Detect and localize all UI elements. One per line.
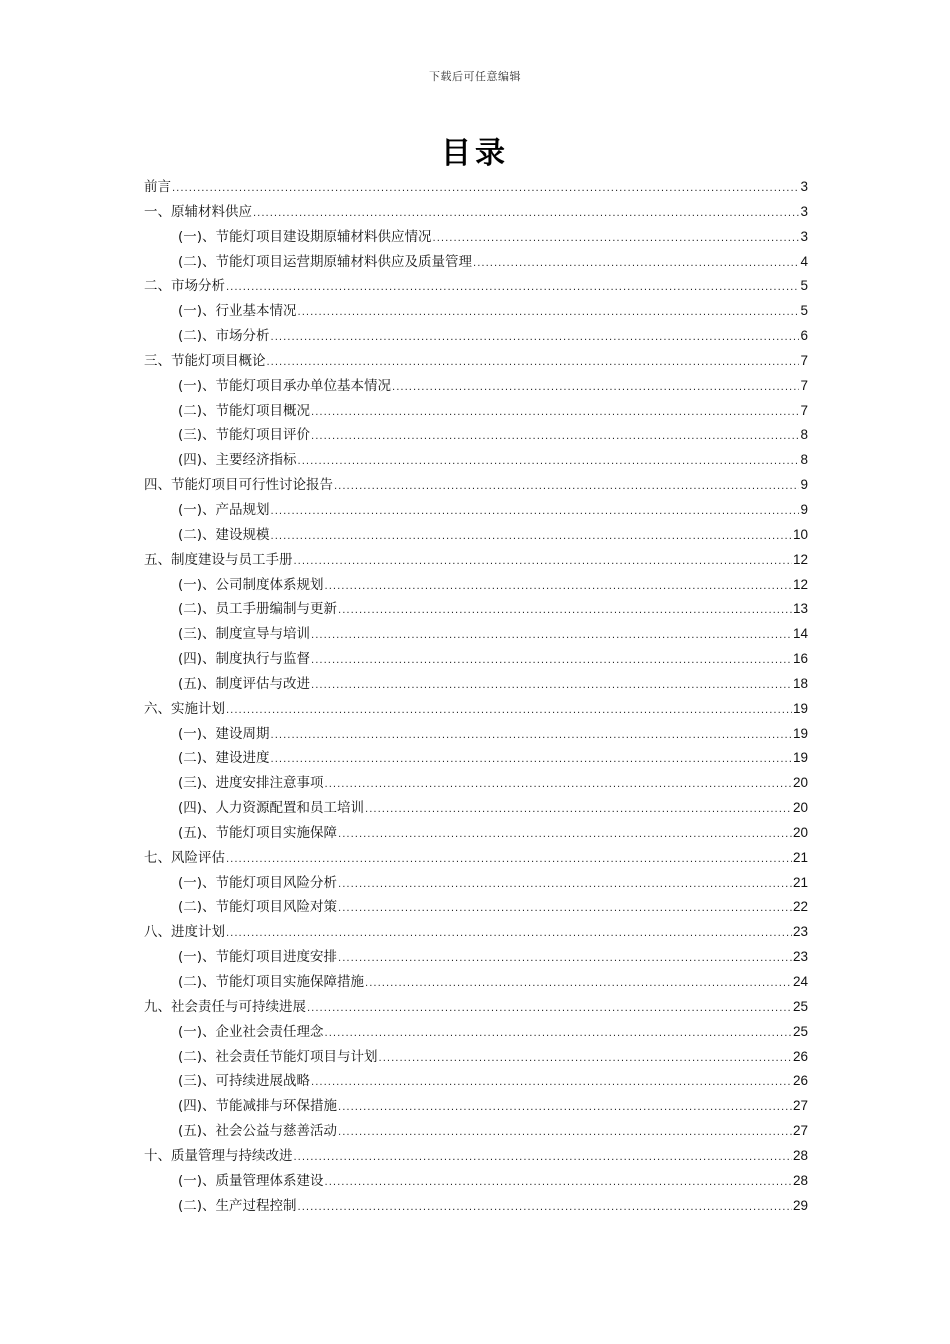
toc-page-number: 7: [800, 352, 808, 368]
toc-dot-leader: [226, 699, 792, 724]
toc-entry[interactable]: [144, 1144, 808, 1169]
toc-dot-leader: [433, 227, 800, 252]
toc-entry-label: (三)、进度安排注意事项: [178, 775, 324, 792]
toc-dot-leader: [338, 599, 792, 624]
toc-dot-leader: [271, 500, 800, 525]
toc-entry-label: (二)、节能灯项目风险对策: [178, 899, 338, 916]
toc-dot-leader: [311, 674, 792, 699]
toc-entry-label: 三、节能灯项目概论: [144, 352, 266, 369]
toc-subentry[interactable]: [144, 399, 808, 424]
toc-page-number: 12: [792, 576, 808, 592]
toc-subentry[interactable]: [144, 299, 808, 324]
toc-page-number: 19: [792, 725, 808, 741]
toc-dot-leader: [379, 1047, 792, 1072]
toc-dot-leader: [267, 351, 800, 376]
toc-page-number: 13: [792, 601, 808, 617]
toc-entry-label: (五)、制度评估与改进: [178, 675, 311, 692]
toc-entry[interactable]: [144, 175, 808, 200]
toc-page-number: 6: [800, 328, 808, 344]
toc-dot-leader: [307, 997, 792, 1022]
toc-entry-label: (二)、节能灯项目实施保障措施: [178, 974, 365, 990]
toc-subentry[interactable]: [144, 573, 808, 598]
toc-entry[interactable]: [144, 995, 808, 1020]
toc-dot-leader: [325, 1171, 792, 1196]
toc-entry-label: (一)、建设周期: [178, 725, 270, 742]
toc-dot-leader: [311, 649, 792, 674]
toc-dot-leader: [294, 550, 792, 575]
toc-page-number: 5: [800, 278, 808, 294]
header-note: 下载后可任意编辑: [429, 70, 521, 83]
toc-subentry[interactable]: [144, 250, 808, 275]
toc-entry-label: (二)、市场分析: [178, 328, 270, 345]
toc-entry[interactable]: [144, 274, 808, 299]
toc-title: 目录: [441, 136, 509, 171]
toc-entry[interactable]: [144, 473, 808, 498]
toc-dot-leader: [365, 972, 792, 997]
toc-entry[interactable]: [144, 548, 808, 573]
toc-dot-leader: [226, 848, 792, 873]
toc-subentry[interactable]: [144, 1045, 808, 1070]
toc-subentry[interactable]: [144, 374, 808, 399]
toc-entry-label: 五、制度建设与员工手册: [144, 551, 293, 568]
toc-page-number: 7: [800, 377, 808, 393]
toc-page-number: 9: [800, 477, 808, 493]
toc-dot-leader: [392, 376, 799, 401]
toc-subentry[interactable]: [144, 821, 808, 846]
toc-dot-leader: [294, 1146, 792, 1171]
toc-entry-label: 二、市场分析: [144, 278, 225, 295]
toc-page-number: 25: [792, 1023, 808, 1039]
toc-subentry[interactable]: [144, 796, 808, 821]
toc-page-number: 28: [792, 1172, 808, 1188]
toc-dot-leader: [271, 525, 792, 550]
toc-subentry[interactable]: [144, 597, 808, 622]
toc-subentry[interactable]: [144, 324, 808, 349]
toc-page-number: 3: [800, 203, 808, 219]
toc-dot-leader: [298, 301, 800, 326]
toc-entry-label: (四)、人力资源配置和员工培训: [178, 800, 365, 817]
toc-page-number: 10: [792, 526, 808, 542]
toc-page-number: 21: [792, 874, 808, 890]
toc-page-number: 3: [800, 179, 808, 194]
toc-subentry[interactable]: [144, 1094, 808, 1119]
toc-subentry[interactable]: [144, 1169, 808, 1194]
toc-dot-leader: [298, 1196, 792, 1221]
toc-entry-label: 十、质量管理与持续改进: [144, 1147, 293, 1164]
toc-dot-leader: [365, 798, 792, 823]
toc-page-number: 21: [792, 849, 808, 865]
toc-page-number: 20: [792, 775, 808, 791]
toc-page-number: 29: [792, 1197, 808, 1213]
toc-dot-leader: [311, 624, 792, 649]
toc-entry-label: (五)、社会公益与慈善活动: [178, 1123, 338, 1140]
toc-page-number: 19: [792, 700, 808, 716]
toc-entry-label: (二)、社会责任节能灯项目与计划: [178, 1048, 378, 1065]
toc-page-number: 19: [792, 750, 808, 766]
toc-dot-leader: [271, 326, 800, 351]
toc-entry-label: (一)、节能灯项目承办单位基本情况: [178, 377, 392, 394]
toc-dot-leader: [338, 873, 792, 898]
toc-entry-label: (三)、制度宣导与培训: [178, 626, 311, 643]
toc-dot-leader: [338, 1096, 792, 1121]
toc-dot-leader: [271, 748, 792, 773]
toc-subentry[interactable]: [144, 871, 808, 896]
toc-entry-label: 七、风险评估: [144, 849, 225, 866]
toc-dot-leader: [271, 724, 792, 749]
toc-entry[interactable]: [144, 200, 808, 225]
toc-subentry[interactable]: [144, 225, 808, 250]
toc-entry-label: (一)、质量管理体系建设: [178, 1172, 324, 1189]
toc-page-number: 8: [800, 452, 808, 468]
toc-page-number: 14: [792, 626, 808, 642]
toc-entry-label: (一)、节能灯项目风险分析: [178, 874, 338, 891]
toc-subentry[interactable]: [144, 746, 808, 771]
toc-entry-label: 一、原辅材料供应: [144, 203, 252, 220]
toc-page-number: 20: [792, 800, 808, 816]
toc-subentry[interactable]: [144, 423, 808, 448]
toc-page-number: 25: [792, 998, 808, 1014]
toc-subentry[interactable]: [144, 672, 808, 697]
toc-page-number: 27: [792, 1098, 808, 1114]
toc-entry-label: 八、进度计划: [144, 924, 225, 941]
toc-entry-label: (一)、公司制度体系规划: [178, 576, 324, 593]
toc-page-number: 4: [800, 253, 808, 269]
toc-entry-label: (三)、节能灯项目评价: [178, 427, 311, 444]
toc-entry-label: (四)、制度执行与监督: [178, 651, 311, 668]
toc-page-number: 20: [792, 824, 808, 840]
toc-entry-label: 六、实施计划: [144, 700, 225, 717]
table-of-contents: [144, 175, 808, 1218]
toc-page-number: 26: [792, 1048, 808, 1064]
toc-entry-label: (一)、行业基本情况: [178, 303, 297, 320]
toc-page-number: 26: [792, 1073, 808, 1089]
toc-entry-label: (一)、节能灯项目进度安排: [178, 949, 338, 966]
toc-page-number: 9: [800, 501, 808, 517]
toc-page-number: 27: [792, 1123, 808, 1139]
toc-subentry[interactable]: [144, 647, 808, 672]
toc-subentry[interactable]: [144, 1119, 808, 1144]
toc-entry-label: (一)、企业社会责任理念: [178, 1023, 324, 1040]
toc-dot-leader: [325, 575, 792, 600]
toc-subentry[interactable]: [144, 523, 808, 548]
toc-subentry[interactable]: [144, 1069, 808, 1094]
toc-subentry[interactable]: [144, 498, 808, 523]
toc-dot-leader: [226, 276, 799, 301]
toc-page-number: 12: [792, 551, 808, 567]
toc-page-number: 16: [792, 651, 808, 667]
toc-page-number: 5: [800, 303, 808, 319]
toc-entry-label: (二)、节能灯项目概况: [178, 402, 311, 419]
toc-entry-label: (一)、产品规划: [178, 501, 270, 518]
toc-dot-leader: [338, 1121, 792, 1146]
toc-entry[interactable]: [144, 697, 808, 722]
toc-entry-label: (二)、建设规模: [178, 526, 270, 543]
toc-subentry[interactable]: [144, 895, 808, 920]
toc-subentry[interactable]: [144, 945, 808, 970]
toc-dot-leader: [473, 252, 799, 277]
toc-page-number: 23: [792, 949, 808, 965]
toc-entry-label: (四)、主要经济指标: [178, 452, 297, 469]
toc-subentry[interactable]: [144, 970, 808, 995]
toc-dot-leader: [172, 177, 799, 202]
toc-subentry[interactable]: [144, 622, 808, 647]
toc-dot-leader: [311, 401, 799, 426]
toc-entry-label: 九、社会责任与可持续进展: [144, 998, 306, 1015]
toc-entry-label: (二)、员工手册编制与更新: [178, 601, 338, 618]
toc-page-number: 28: [792, 1147, 808, 1163]
toc-page-number: 7: [800, 402, 808, 418]
toc-entry[interactable]: [144, 920, 808, 945]
toc-dot-leader: [334, 475, 799, 500]
toc-dot-leader: [325, 1022, 792, 1047]
toc-entry-label: (二)、生产过程控制: [178, 1197, 297, 1214]
toc-subentry[interactable]: [144, 448, 808, 473]
toc-entry-label: (二)、节能灯项目运营期原辅材料供应及质量管理: [178, 253, 473, 270]
toc-dot-leader: [338, 823, 792, 848]
toc-entry[interactable]: [144, 349, 808, 374]
toc-page-number: 24: [792, 974, 808, 989]
toc-subentry[interactable]: [144, 1194, 808, 1219]
toc-dot-leader: [298, 450, 800, 475]
toc-dot-leader: [253, 202, 799, 227]
toc-page-number: 23: [792, 924, 808, 940]
toc-subentry[interactable]: [144, 771, 808, 796]
toc-subentry[interactable]: [144, 1020, 808, 1045]
toc-dot-leader: [311, 425, 799, 450]
toc-entry-label: (一)、节能灯项目建设期原辅材料供应情况: [178, 228, 432, 245]
toc-dot-leader: [325, 773, 792, 798]
toc-page-number: 18: [792, 675, 808, 691]
toc-dot-leader: [226, 922, 792, 947]
toc-entry-label: (二)、建设进度: [178, 750, 270, 767]
toc-entry-label: (五)、节能灯项目实施保障: [178, 824, 338, 841]
toc-page-number: 22: [792, 899, 808, 915]
toc-entry-label: (三)、可持续进展战略: [178, 1073, 311, 1090]
toc-entry-label: (四)、节能减排与环保措施: [178, 1098, 338, 1115]
toc-entry-label: 四、节能灯项目可行性讨论报告: [144, 477, 333, 494]
toc-entry[interactable]: [144, 846, 808, 871]
toc-page-number: 8: [800, 427, 808, 443]
toc-subentry[interactable]: [144, 722, 808, 747]
toc-dot-leader: [338, 897, 792, 922]
toc-dot-leader: [338, 947, 792, 972]
toc-page-number: 3: [800, 228, 808, 244]
toc-dot-leader: [311, 1071, 792, 1096]
toc-entry-label: 前言: [144, 179, 171, 195]
